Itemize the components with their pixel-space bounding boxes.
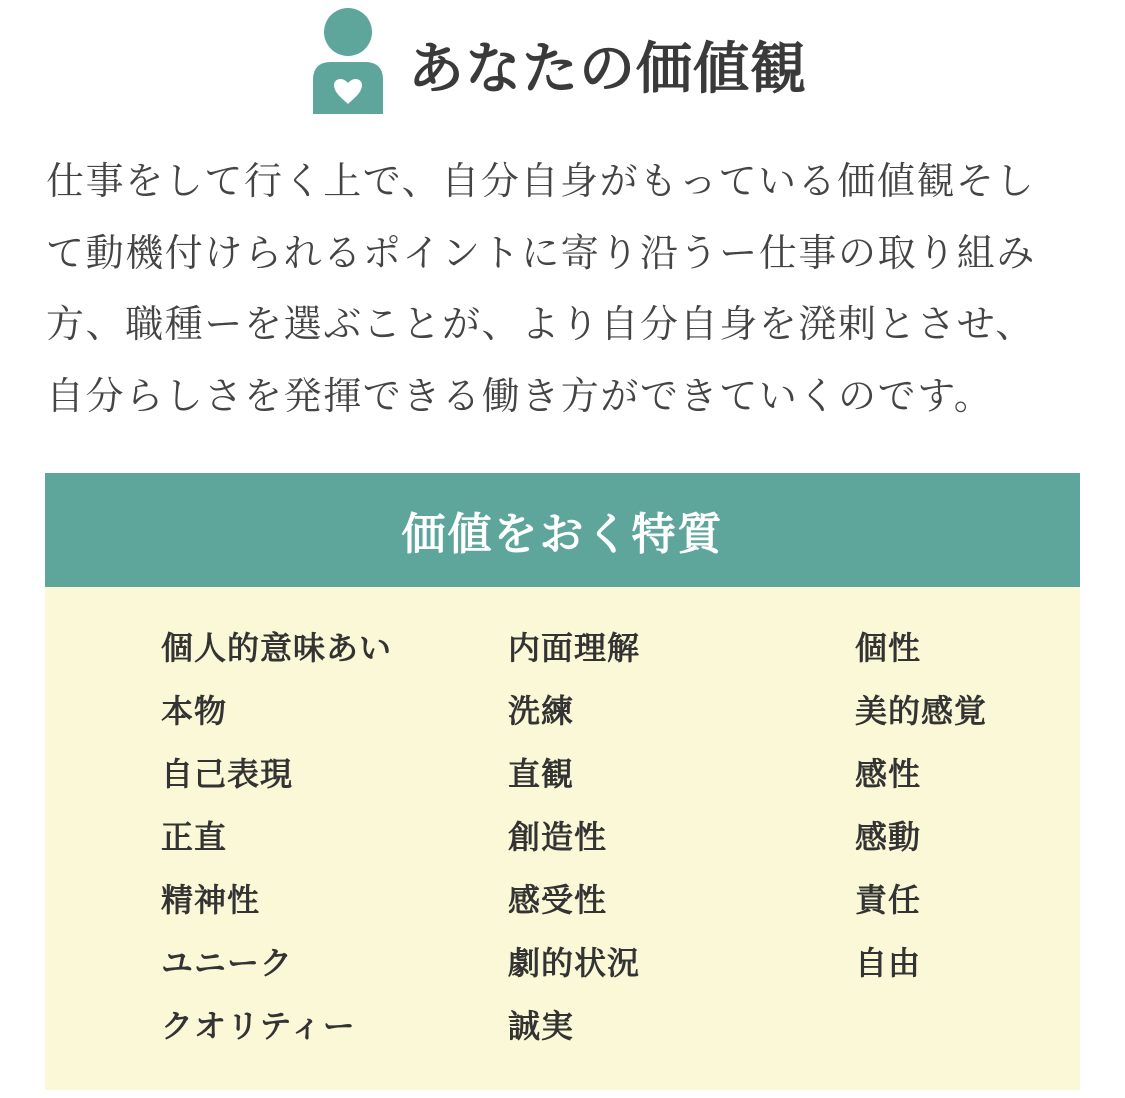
trait-item: 感受性 bbox=[508, 881, 608, 919]
trait-item: 感動 bbox=[855, 818, 922, 856]
trait-item: 本物 bbox=[161, 692, 228, 730]
trait-column-2 bbox=[508, 617, 640, 1058]
trait-item: 自己表現 bbox=[161, 755, 294, 793]
trait-item: 個性 bbox=[855, 629, 922, 667]
trait-item: クオリティー bbox=[161, 1007, 356, 1045]
trait-column-1 bbox=[161, 617, 392, 1058]
trait-item: 責任 bbox=[855, 881, 922, 919]
trait-item: 個人的意味あい bbox=[161, 629, 393, 667]
values-card-title: 価値をおく特質 bbox=[401, 509, 724, 560]
trait-item: 感性 bbox=[855, 755, 922, 793]
values-card-header bbox=[45, 473, 1080, 587]
section-header bbox=[0, 0, 1125, 120]
trait-item: 劇的状況 bbox=[508, 944, 641, 982]
trait-item: 自由 bbox=[855, 944, 922, 982]
trait-item: ユニーク bbox=[161, 944, 294, 982]
values-card-body bbox=[45, 587, 1080, 1090]
intro-line: 方、職種ーを選ぶことが、より自分自身を溌剌とさせ、 bbox=[46, 302, 1035, 346]
trait-item: 直観 bbox=[508, 755, 575, 793]
values-card bbox=[45, 473, 1080, 1090]
trait-item: 精神性 bbox=[161, 881, 261, 919]
intro-line: 仕事をして行く上で、自分自身がもっている価値観そし bbox=[46, 159, 1036, 203]
trait-column-3 bbox=[855, 617, 987, 995]
intro-paragraph bbox=[46, 146, 1086, 432]
trait-item: 内面理解 bbox=[508, 629, 641, 667]
page-title: あなたの価値観 bbox=[408, 37, 807, 102]
intro-line: 自分らしさを発揮できる働き方ができていくのです。 bbox=[46, 373, 994, 418]
trait-item: 美的感覚 bbox=[855, 692, 988, 730]
person-heart-icon bbox=[313, 8, 383, 114]
trait-item: 正直 bbox=[161, 818, 228, 856]
trait-item: 洗練 bbox=[508, 692, 575, 730]
trait-item: 創造性 bbox=[508, 818, 608, 856]
trait-item: 誠実 bbox=[508, 1007, 575, 1045]
intro-line: て動機付けられるポイントに寄り沿うー仕事の取り組み bbox=[46, 230, 1037, 275]
